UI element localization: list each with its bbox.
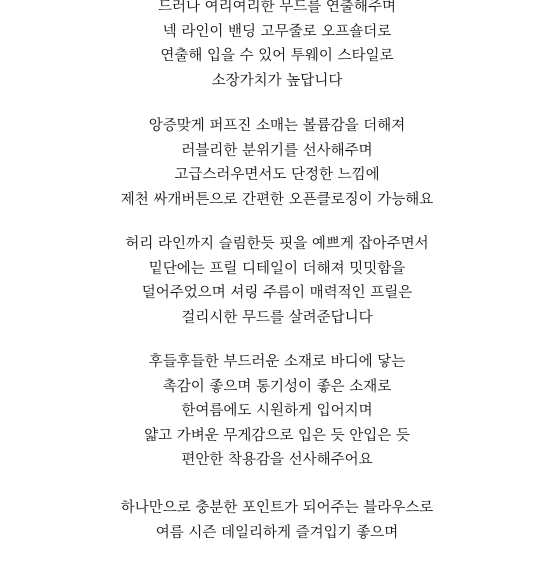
- description-line: 넥 라인이 밴딩 고무줄로 오프숄더로: [162, 23, 392, 40]
- description-line: 얇고 가벼운 무게감으로 입은 듯 안입은 듯: [144, 427, 410, 444]
- description-line: 연출해 입을 수 있어 투웨이 스타일로: [160, 48, 394, 64]
- description-line: 밑단에는 프릴 디테일이 더해져 밋밋함을: [148, 260, 406, 277]
- description-line: 드러나 여리여리한 무드를 연출해주며: [158, 0, 396, 15]
- description-line: 덜어주었으며 셔링 주름이 매력적인 프릴은: [141, 285, 413, 301]
- description-line: 한여름에도 시원하게 입어지며: [181, 403, 373, 419]
- description-line: 걸리시한 무드를 살려준답니다: [181, 309, 373, 326]
- description-line: 후들후들한 부드러운 소재로 바디에 닿는: [148, 354, 406, 370]
- description-line: 러블리한 분위기를 선사해주며: [181, 142, 373, 159]
- description-line: 허리 라인까지 슬림한듯 핏을 예쁘게 잡아주면서: [125, 236, 429, 252]
- description-line: 제천 싸개버튼으로 간편한 오픈클로징이 가능해요: [120, 191, 434, 208]
- description-line: 편안한 착용감을 선사해주어요: [181, 452, 373, 468]
- description-line: 고급스러우면서도 단정한 느낌에: [174, 167, 380, 183]
- description-line: 하나만으로 충분한 포인트가 되어주는 블라우스로: [120, 500, 434, 516]
- description-line: 소장가치가 높답니다: [211, 72, 343, 89]
- description-line: 앙증맞게 퍼프진 소매는 볼륨감을 더해져: [148, 118, 406, 134]
- description-line: 여름 시즌 데일리하게 즐겨입기 좋으며: [155, 524, 399, 541]
- description-line: 촉감이 좋으며 통기성이 좋은 소재로: [162, 378, 392, 395]
